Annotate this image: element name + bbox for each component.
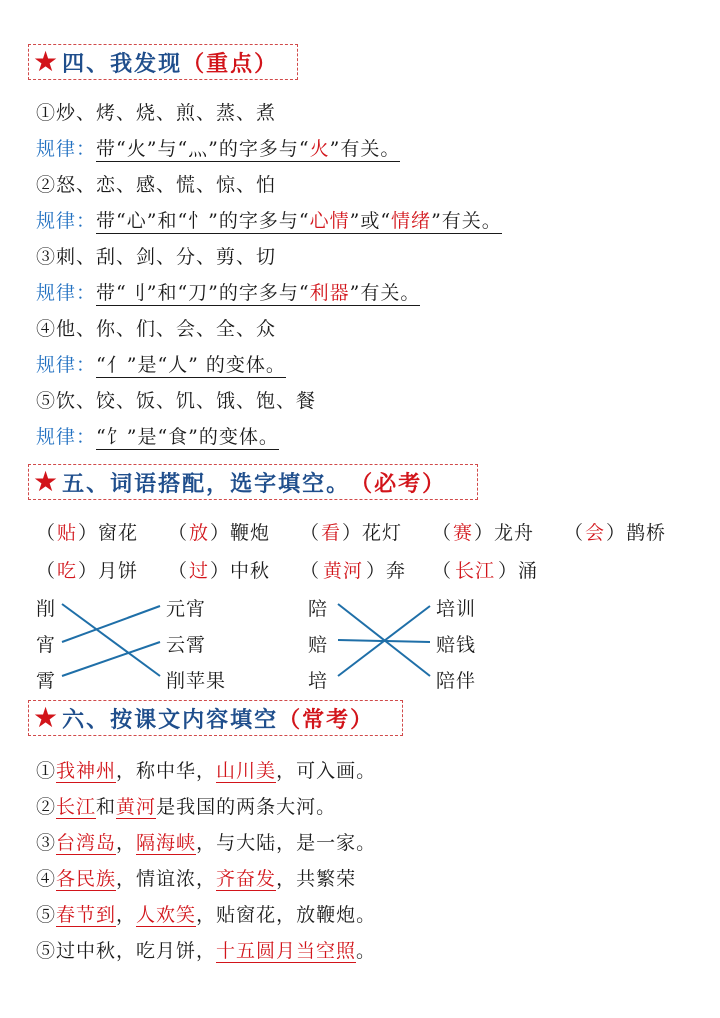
match-char: 培 [308, 670, 329, 692]
recite-line [36, 900, 376, 927]
line-number: ② [36, 796, 57, 818]
rule-label: 规律： [36, 138, 97, 160]
answer-c: 齐奋发 [216, 868, 277, 890]
line-number: ③ [36, 832, 57, 854]
rule-rule-post: ”有关。 [349, 282, 421, 304]
bracket-close: ） [210, 560, 231, 582]
recite-line [36, 936, 376, 963]
star-icon: ★ [33, 45, 59, 78]
bracket-open: （ [564, 522, 585, 544]
rule-rule-pre: 带“火”与“灬”的字多与“ [96, 138, 310, 160]
text-d: ，可入画。 [276, 760, 377, 782]
bracket-open: （ [432, 522, 453, 544]
text-d: 是我国的两条大河。 [156, 796, 337, 818]
bracket-open: （ [168, 522, 189, 544]
char-group: ⑤饮、饺、饭、饥、饿、饱、餐 [36, 390, 317, 412]
text-b: ， [116, 832, 137, 854]
text-b: ，情谊浓， [116, 868, 217, 890]
match-line-1 [62, 604, 160, 676]
text-b: ，称中华， [116, 760, 217, 782]
answer-c: 山川美 [216, 760, 277, 782]
match-line-3 [62, 642, 160, 676]
match-char: 宵 [36, 634, 57, 656]
bracket-open: （ [432, 560, 453, 582]
phrase: 月饼 [98, 560, 139, 582]
phrase: 中秋 [230, 560, 271, 582]
text-b: ， [116, 904, 137, 926]
bracket-close: ） [210, 522, 231, 544]
bracket-close: ） [366, 560, 387, 582]
char-group: ③刺、刮、剑、分、剪、切 [36, 246, 277, 268]
section4-title: 四、我发现 [62, 50, 183, 77]
phrase: 鞭炮 [230, 522, 271, 544]
rule-label: 规律： [36, 354, 97, 376]
text-d: 。 [356, 940, 377, 962]
phrase: 花灯 [362, 522, 403, 544]
recite-line [36, 864, 356, 891]
recite-line [36, 792, 336, 819]
bracket-close: ） [78, 522, 99, 544]
bracket-close: ） [342, 522, 363, 544]
star-icon: ★ [33, 465, 59, 498]
answer: 赛 [453, 522, 474, 544]
section6-note: （常考） [278, 706, 375, 733]
rule-rule-mid: ”或“ [349, 210, 392, 232]
phrase: 奔 [386, 560, 407, 582]
match-char: 赔 [308, 634, 329, 656]
answer-a: 我神州 [56, 760, 117, 782]
answer: 吃 [57, 560, 78, 582]
answer: 贴 [57, 522, 78, 544]
match-line-2 [62, 606, 160, 642]
bracket-open: （ [300, 560, 321, 582]
section5-title: 五、词语搭配，选字填空。 [62, 470, 351, 497]
star-icon: ★ [33, 701, 59, 734]
rule-rule-red: 火 [309, 138, 330, 160]
bracket-close: ） [606, 522, 627, 544]
char-group: ②怒、恋、感、慌、惊、怕 [36, 174, 277, 196]
rule-rule-pre: “亻”是“人” 的变体。 [96, 354, 286, 376]
text-b: 过中秋，吃月饼， [56, 940, 217, 962]
match-word: 赔钱 [436, 634, 477, 656]
char-group: ④他、你、们、会、全、众 [36, 318, 277, 340]
match-word: 云霄 [166, 634, 207, 656]
text-d: ，共繁荣 [276, 868, 357, 890]
bracket-open: （ [36, 522, 57, 544]
rule-rule-red: 心情 [309, 210, 350, 232]
rule-label: 规律： [36, 210, 97, 232]
match-char: 陪 [308, 598, 329, 620]
bracket-open: （ [300, 522, 321, 544]
line-number: ① [36, 760, 57, 782]
answer: 黄河 [323, 560, 364, 582]
phrase: 窗花 [98, 522, 139, 544]
answer-a: 春节到 [56, 904, 117, 926]
answer-c: 十五圆月当空照 [216, 940, 357, 962]
section4-note: （重点） [182, 50, 279, 77]
match-char: 削 [36, 598, 57, 620]
section5-note: （必考） [350, 470, 447, 497]
bracket-close: ） [78, 560, 99, 582]
phrase: 龙舟 [494, 522, 535, 544]
phrase: 鹊桥 [626, 522, 667, 544]
section6-header [28, 700, 403, 736]
rule-rule-red2: 情绪 [391, 210, 432, 232]
answer: 过 [189, 560, 210, 582]
rule-rule-pre: 带“刂”和“刀”的字多与“ [96, 282, 310, 304]
answer-a: 长江 [56, 796, 97, 818]
match-word: 元宵 [166, 598, 207, 620]
answer: 放 [189, 522, 210, 544]
text-d: ，贴窗花，放鞭炮。 [196, 904, 377, 926]
bracket-close: ） [474, 522, 495, 544]
recite-line [36, 756, 376, 783]
phrase: 涌 [518, 560, 539, 582]
rule-rule-red: 利器 [309, 282, 350, 304]
answer-c: 人欢笑 [136, 904, 197, 926]
text-b: 和 [96, 796, 117, 818]
match-word: 陪伴 [436, 670, 477, 692]
match-word: 培训 [436, 598, 477, 620]
rule-rule-pre: “饣”是“食”的变体。 [96, 426, 279, 448]
line-number: ⑤ [36, 904, 57, 926]
match-char: 霄 [36, 670, 57, 692]
bracket-close: ） [498, 560, 519, 582]
answer-c: 黄河 [116, 796, 157, 818]
recite-line [36, 828, 376, 855]
rule-rule-pre: 带“心”和“忄”的字多与“ [96, 210, 310, 232]
answer: 看 [321, 522, 342, 544]
match-word: 削苹果 [166, 670, 227, 692]
rule-label: 规律： [36, 282, 97, 304]
answer-c: 隔海峡 [136, 832, 197, 854]
answer: 长江 [455, 560, 496, 582]
bracket-open: （ [168, 560, 189, 582]
rule-label: 规律： [36, 426, 97, 448]
char-group: ①炒、烤、烧、煎、蒸、煮 [36, 102, 277, 124]
line-number: ④ [36, 868, 57, 890]
answer: 会 [585, 522, 606, 544]
text-d: ，与大陆，是一家。 [196, 832, 377, 854]
line-number: ⑤ [36, 940, 57, 962]
answer-a: 台湾岛 [56, 832, 117, 854]
bracket-open: （ [36, 560, 57, 582]
answer-a: 各民族 [56, 868, 117, 890]
rule-rule-post2: ”有关。 [431, 210, 502, 232]
section6-title: 六、按课文内容填空 [62, 706, 279, 733]
rule-rule-post: ”有关。 [329, 138, 401, 160]
